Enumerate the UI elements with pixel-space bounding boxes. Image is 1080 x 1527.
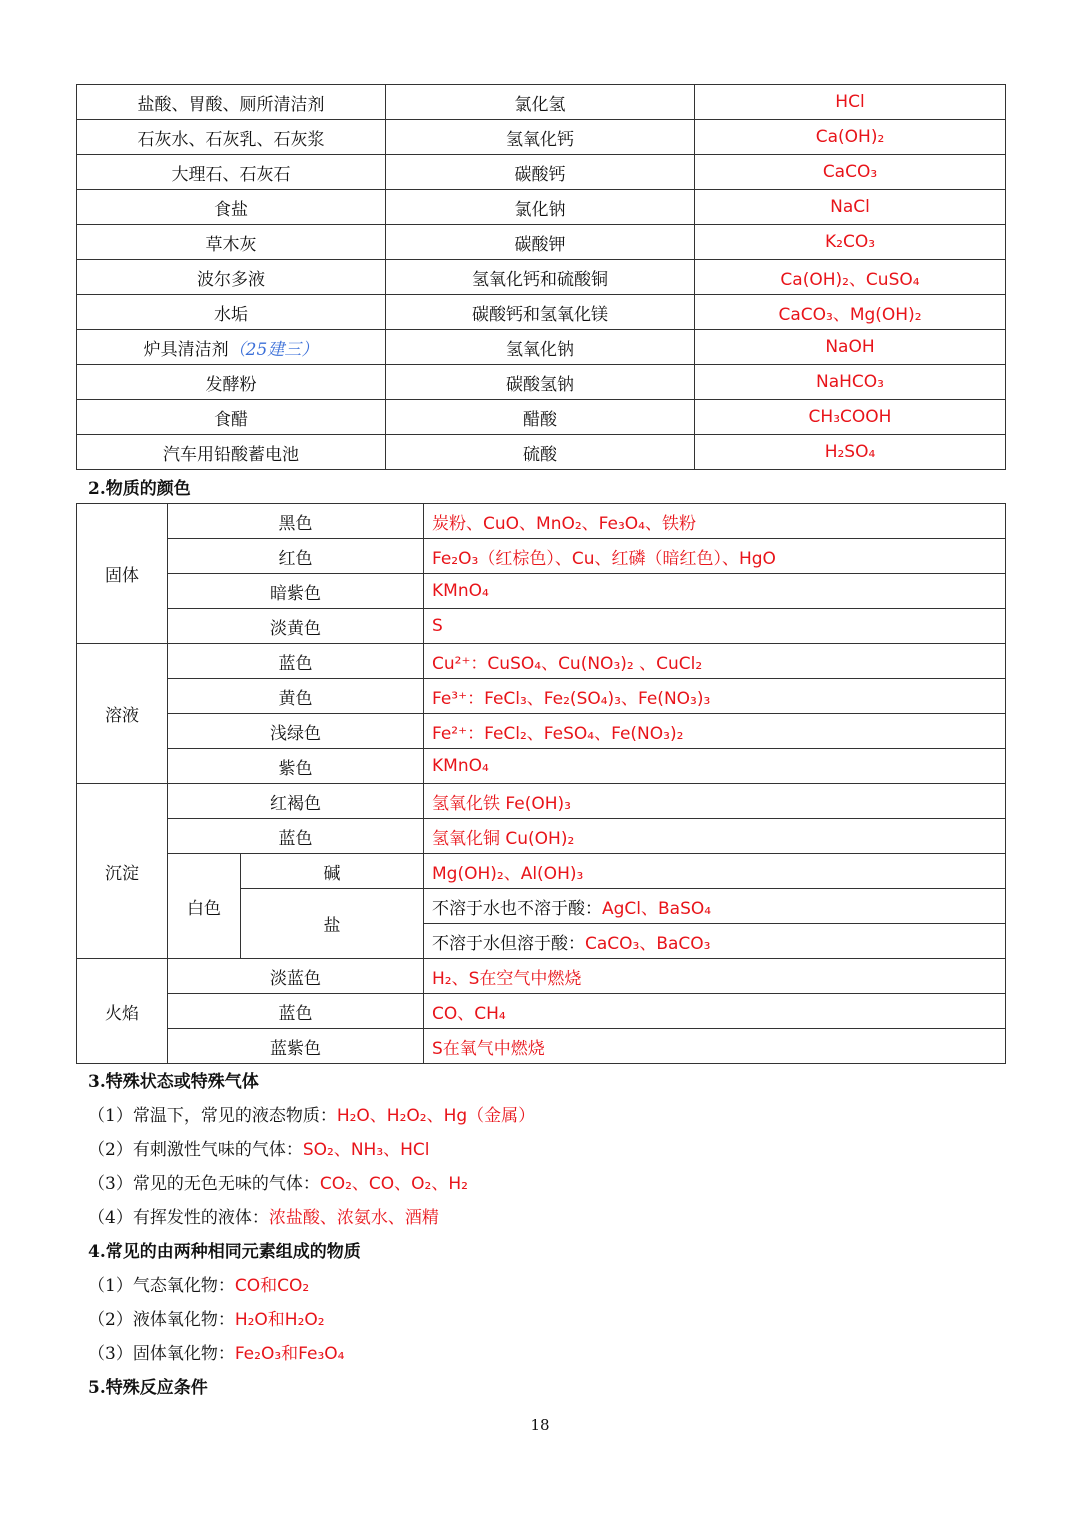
color-cell: 蓝色: [168, 819, 424, 854]
list-item: [88, 1203, 439, 1228]
common-name-cell: 草木灰: [77, 225, 386, 260]
table-row: [77, 365, 1006, 400]
list-item: [88, 1135, 430, 1160]
common-name-cell: 大理石、石灰石: [77, 155, 386, 190]
color-cell: 黑色: [168, 504, 424, 539]
item-prefix: （3）固体氧化物：: [88, 1344, 235, 1364]
item-prefix: （1）常温下，常见的液态物质：: [88, 1106, 337, 1126]
salt-condition: 不溶于水但溶于酸：: [432, 933, 585, 954]
chemical-name-cell: 氯化氢: [386, 85, 695, 120]
formula-cell: NaCl: [695, 190, 1006, 225]
table-row: [77, 260, 1006, 295]
item-value: SO₂、NH₃、HCl: [302, 1140, 430, 1160]
item-prefix: （2）有刺激性气味的气体：: [88, 1140, 303, 1160]
table-row: [77, 504, 1006, 539]
item-value: CO和CO₂: [234, 1276, 310, 1296]
section-4-title: 4.常见的由两种相同元素组成的物质: [88, 1242, 361, 1262]
table-row: [77, 714, 1006, 749]
items-cell: Mg(OH)₂、Al(OH)₃: [424, 854, 1006, 889]
common-name-cell: 食醋: [77, 400, 386, 435]
color-cell: 淡黄色: [168, 609, 424, 644]
common-name-cell: [77, 330, 386, 365]
items-cell: S在氧气中燃烧: [424, 1029, 1006, 1064]
table-row: [77, 749, 1006, 784]
item-prefix: （2）液体氧化物：: [88, 1310, 235, 1330]
table-row: [77, 819, 1006, 854]
items-cell: [424, 889, 1006, 924]
list-item: [88, 1101, 535, 1126]
common-name-cell: 盐酸、胃酸、厕所清洁剂: [77, 85, 386, 120]
chemical-name-cell: 碳酸钙: [386, 155, 695, 190]
common-name-cell: 食盐: [77, 190, 386, 225]
table-row: [77, 784, 1006, 819]
items-cell: Cu²⁺：CuSO₄、Cu(NO₃)₂ 、CuCl₂: [424, 644, 1006, 679]
items-cell: Fe₂O₃（红棕色）、Cu、红磷（暗红色）、HgO: [424, 539, 1006, 574]
items-cell: KMnO₄: [424, 749, 1006, 784]
salt-items: CaCO₃、BaCO₃: [585, 933, 711, 954]
chemical-name-cell: 硫酸: [386, 435, 695, 470]
table-row: [77, 539, 1006, 574]
items-cell: S: [424, 609, 1006, 644]
table-row: [77, 644, 1006, 679]
formula-cell: CaCO₃、Mg(OH)₂: [695, 295, 1006, 330]
exam-note: （25建三）: [228, 339, 319, 360]
items-cell: [424, 924, 1006, 959]
table-row: [77, 225, 1006, 260]
base-label-cell: 碱: [241, 854, 424, 889]
table-row: [77, 400, 1006, 435]
chemical-name-cell: 氢氧化钙和硫酸铜: [386, 260, 695, 295]
table-row: [77, 1029, 1006, 1064]
item-value: H₂O和H₂O₂: [234, 1310, 325, 1330]
items-cell: Fe²⁺：FeCl₂、FeSO₄、Fe(NO₃)₂: [424, 714, 1006, 749]
formula-cell: NaOH: [695, 330, 1006, 365]
table-row: [77, 330, 1006, 365]
list-item: [88, 1271, 309, 1296]
chemical-name-cell: 碳酸钾: [386, 225, 695, 260]
common-name-cell: 发酵粉: [77, 365, 386, 400]
color-table: [76, 503, 1006, 1064]
item-prefix: （3）常见的无色无味的气体：: [88, 1174, 320, 1194]
color-cell: 蓝色: [168, 644, 424, 679]
common-name-cell: 石灰水、石灰乳、石灰浆: [77, 120, 386, 155]
table-row: [77, 190, 1006, 225]
items-cell: 氢氧化铜 Cu(OH)₂: [424, 819, 1006, 854]
items-cell: Fe³⁺：FeCl₃、Fe₂(SO₄)₃、Fe(NO₃)₃: [424, 679, 1006, 714]
color-cell: 浅绿色: [168, 714, 424, 749]
formula-cell: CH₃COOH: [695, 400, 1006, 435]
table-row: [77, 435, 1006, 470]
items-cell: 炭粉、CuO、MnO₂、Fe₃O₄、铁粉: [424, 504, 1006, 539]
common-name-table: [76, 84, 1006, 470]
category-flame: 火焰: [77, 959, 168, 1064]
color-cell: 红褐色: [168, 784, 424, 819]
table-row: [77, 854, 1006, 889]
table-row: [77, 679, 1006, 714]
page-number: 18: [530, 1416, 550, 1434]
table-row: [77, 574, 1006, 609]
items-cell: 氢氧化铁 Fe(OH)₃: [424, 784, 1006, 819]
item-value: 浓盐酸、浓氨水、酒精: [268, 1208, 439, 1228]
table-row: [77, 959, 1006, 994]
chemical-name-cell: 氢氧化钙: [386, 120, 695, 155]
chemical-name-cell: 醋酸: [386, 400, 695, 435]
salt-label-cell: 盐: [241, 889, 424, 959]
formula-cell: Ca(OH)₂: [695, 120, 1006, 155]
section-3-title: 3.特殊状态或特殊气体: [88, 1072, 259, 1092]
table-row: [77, 295, 1006, 330]
color-cell: 淡蓝色: [168, 959, 424, 994]
chemical-name-cell: 氢氧化钠: [386, 330, 695, 365]
item-prefix: （4）有挥发性的液体：: [88, 1208, 269, 1228]
item-prefix: （1）气态氧化物：: [88, 1276, 235, 1296]
common-name-text: 炉具清洁剂: [143, 339, 229, 360]
items-cell: H₂、S在空气中燃烧: [424, 959, 1006, 994]
formula-cell: Ca(OH)₂、CuSO₄: [695, 260, 1006, 295]
item-value: Fe₂O₃和Fe₃O₄: [234, 1344, 345, 1364]
item-value: H₂O、H₂O₂、Hg（金属）: [336, 1106, 536, 1126]
table-row: [77, 120, 1006, 155]
item-value: CO₂、CO、O₂、H₂: [319, 1174, 468, 1194]
formula-cell: HCl: [695, 85, 1006, 120]
items-cell: KMnO₄: [424, 574, 1006, 609]
section-2-title: 2.物质的颜色: [88, 479, 191, 499]
formula-cell: K₂CO₃: [695, 225, 1006, 260]
color-cell: 暗紫色: [168, 574, 424, 609]
common-name-cell: 波尔多液: [77, 260, 386, 295]
common-name-cell: 水垢: [77, 295, 386, 330]
salt-items: AgCl、BaSO₄: [602, 898, 712, 919]
list-item: [88, 1305, 325, 1330]
category-precipitate: 沉淀: [77, 784, 168, 959]
category-solid: 固体: [77, 504, 168, 644]
formula-cell: H₂SO₄: [695, 435, 1006, 470]
section-5-title: 5.特殊反应条件: [88, 1378, 208, 1398]
table-row: [77, 85, 1006, 120]
color-cell: 蓝紫色: [168, 1029, 424, 1064]
list-item: [88, 1169, 468, 1194]
table-row: [77, 155, 1006, 190]
common-name-cell: 汽车用铅酸蓄电池: [77, 435, 386, 470]
color-cell: 蓝色: [168, 994, 424, 1029]
chemical-name-cell: 碳酸钙和氢氧化镁: [386, 295, 695, 330]
white-color-cell: 白色: [168, 854, 241, 959]
table-row: [77, 609, 1006, 644]
list-item: [88, 1339, 344, 1364]
salt-condition: 不溶于水也不溶于酸：: [432, 898, 602, 919]
formula-cell: CaCO₃: [695, 155, 1006, 190]
color-cell: 紫色: [168, 749, 424, 784]
color-cell: 黄色: [168, 679, 424, 714]
items-cell: CO、CH₄: [424, 994, 1006, 1029]
chemical-name-cell: 碳酸氢钠: [386, 365, 695, 400]
chemical-name-cell: 氯化钠: [386, 190, 695, 225]
formula-cell: NaHCO₃: [695, 365, 1006, 400]
table-row: [77, 994, 1006, 1029]
color-cell: 红色: [168, 539, 424, 574]
category-solution: 溶液: [77, 644, 168, 784]
